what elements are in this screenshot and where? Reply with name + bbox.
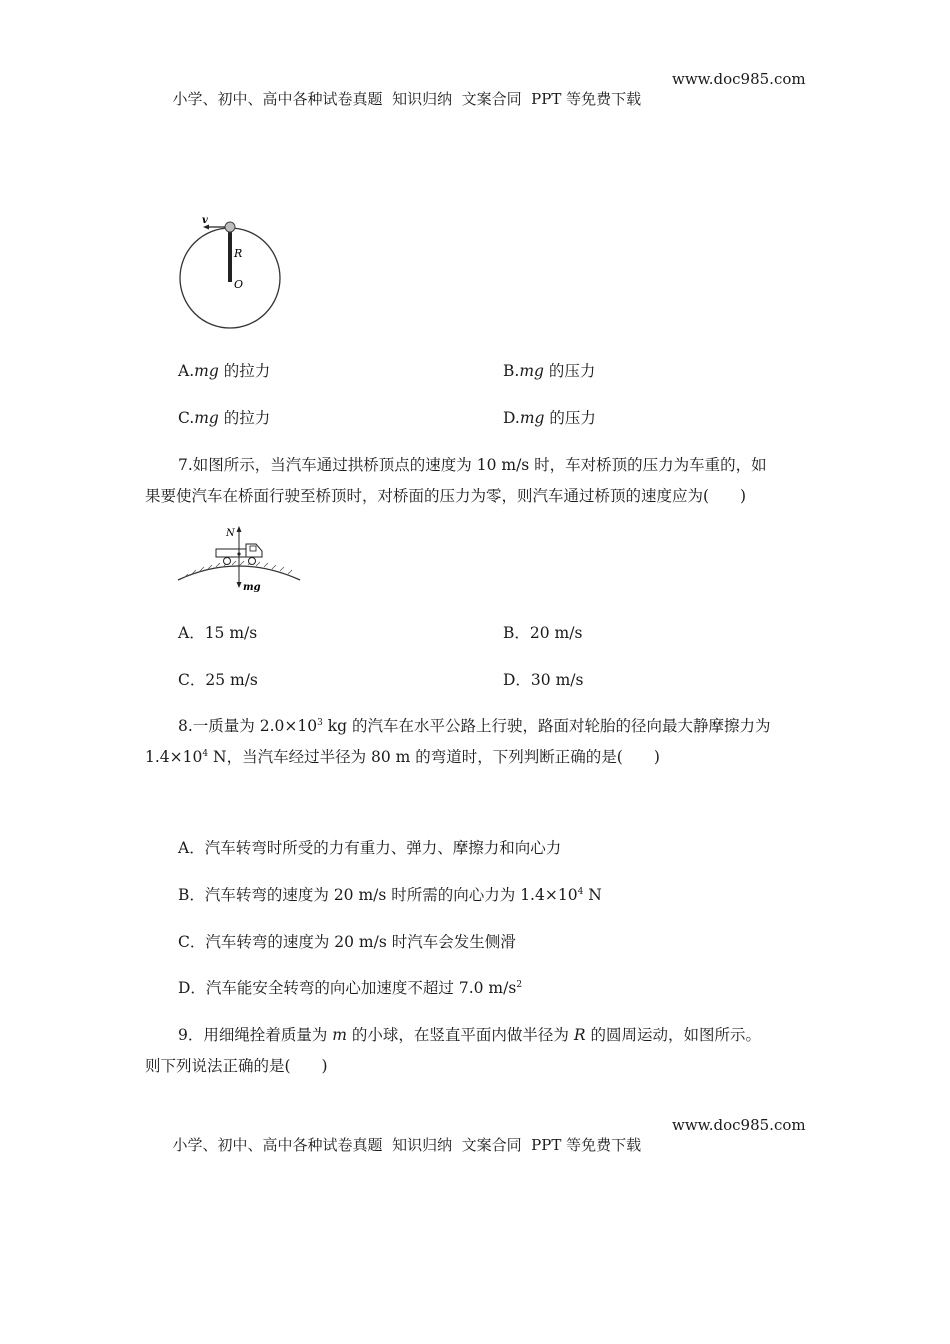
- normal-force-arrowhead: [237, 526, 242, 532]
- center-of-mass: [237, 552, 240, 555]
- truck-bed: [216, 549, 246, 557]
- truck-window: [250, 546, 256, 551]
- circle-rod-figure: [170, 212, 290, 337]
- page-footer: [163, 1116, 641, 1155]
- q7-option-b[interactable]: B．20 m/s: [503, 624, 583, 642]
- q9-line1: 9．用细绳拴着质量为 m 的小球，在竖直平面内做半径为 R 的圆周运动，如图所示。: [178, 1026, 761, 1044]
- radius-label: R: [234, 247, 243, 260]
- ball: [225, 222, 235, 232]
- q8-option-c[interactable]: C．汽车转弯的速度为 20 m/s 时汽车会发生侧滑: [178, 933, 516, 951]
- q6-option-b[interactable]: B.mg 的压力: [503, 362, 596, 380]
- q7-line2: 果要使汽车在桥面行驶至桥顶时，对桥面的压力为零，则汽车通过桥顶的速度应为( ): [145, 487, 747, 505]
- truck-wheel-rear: [224, 558, 231, 565]
- q6-option-a[interactable]: A.mg 的拉力: [178, 362, 271, 380]
- gravity-label: mg: [243, 582, 261, 593]
- header-text: 小学、初中、高中各种试卷真题 知识归纳 文案合同 PPT 等免费下载: [172, 90, 642, 108]
- header-site[interactable]: www.doc985.com: [672, 70, 806, 88]
- velocity-label: v: [202, 215, 208, 226]
- q7-option-a[interactable]: A．15 m/s: [178, 624, 258, 642]
- q8-option-a[interactable]: A．汽车转弯时所受的力有重力、弹力、摩擦力和向心力: [178, 839, 562, 857]
- q6-option-d[interactable]: D.mg 的压力: [503, 409, 596, 427]
- bridge-hatch: [184, 561, 292, 578]
- q7-line1: 7.如图所示，当汽车通过拱桥顶点的速度为 10 m/s 时，车对桥顶的压力为车重的，如: [178, 456, 767, 474]
- q8-option-b[interactable]: B．汽车转弯的速度为 20 m/s 时所需的向心力为 $1.4\times 10^4$ N: [178, 886, 602, 904]
- page-header: [163, 70, 641, 109]
- q7-option-c[interactable]: C．25 m/s: [178, 671, 258, 689]
- footer-text: 小学、初中、高中各种试卷真题 知识归纳 文案合同 PPT 等免费下载: [172, 1136, 642, 1154]
- gravity-arrowhead: [237, 582, 242, 588]
- q6-option-c[interactable]: C.mg 的拉力: [178, 409, 271, 427]
- footer-site[interactable]: www.doc985.com: [672, 1116, 806, 1134]
- q7-option-d[interactable]: D．30 m/s: [503, 671, 584, 689]
- q8-line1: 8.一质量为 $2.0\times 10^3$ kg 的汽车在水平公路上行驶，路面对轮胎的径向最大静摩擦力为: [178, 717, 771, 735]
- center-label: O: [234, 278, 244, 291]
- normal-force-label: N: [226, 528, 235, 539]
- q8-option-d[interactable]: D．汽车能安全转弯的向心加速度不超过 7.0 $m/s^2$: [178, 979, 523, 997]
- q9-line2: 则下列说法正确的是( ): [145, 1057, 328, 1075]
- q8-line2: $1.4\times 10^4$ N，当汽车经过半径为 80 m 的弯道时，下列判断正确的是( ): [145, 748, 660, 766]
- truck-wheel-front: [249, 558, 256, 565]
- bridge-truck-figure: [176, 522, 306, 597]
